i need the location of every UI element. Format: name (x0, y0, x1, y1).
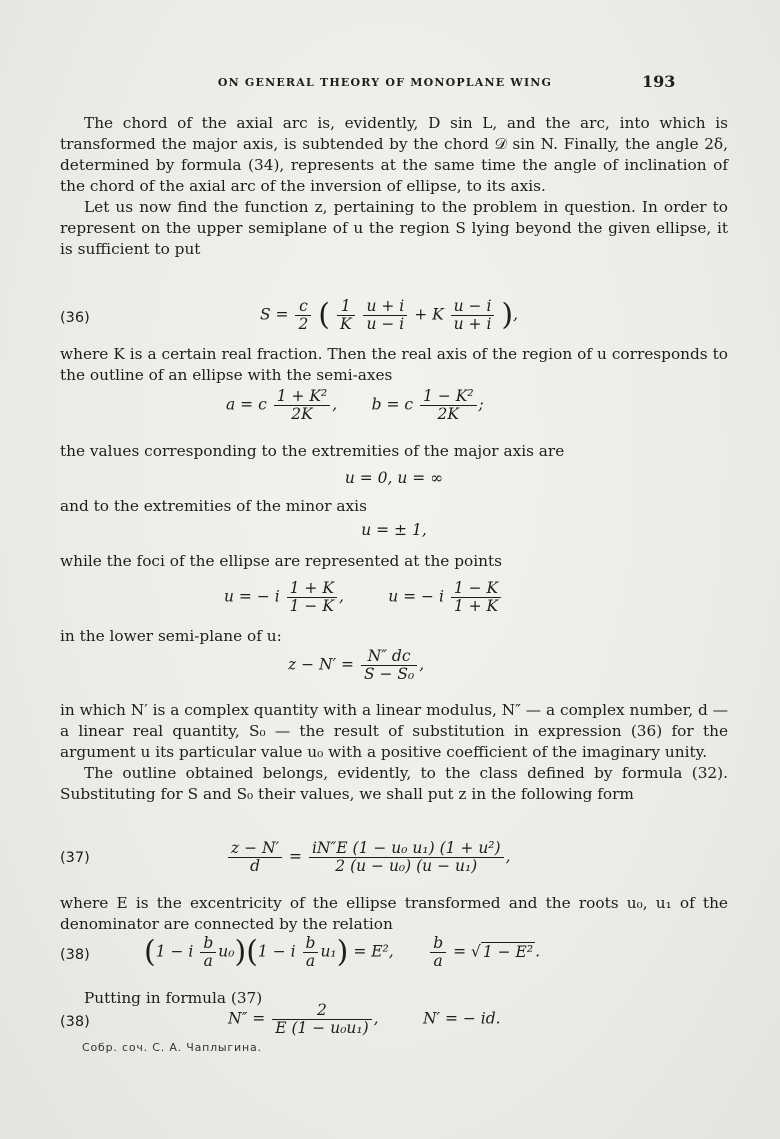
major-axis-values: u = 0, u = ∞ (344, 469, 444, 487)
fraction (228, 840, 282, 875)
numerator: b (303, 935, 319, 953)
eq-term: 1 − i (155, 942, 194, 961)
paragraph-text: where E is the excentricity of the ellipse transformed and the roots u₀, u₁ of the denominator are connected by the relation (60, 894, 728, 933)
denominator: K (339, 315, 352, 333)
denominator: E (1 − u₀u₁) (275, 1019, 369, 1037)
denominator: d (250, 857, 261, 875)
denominator: a (203, 952, 213, 970)
paragraph (60, 551, 728, 572)
paragraph (60, 441, 728, 462)
paragraph (60, 344, 728, 386)
eq-end: , (513, 305, 519, 324)
equation-body: (1 − i $\frac{b}{a}$ u₀)(1 − i $\frac{b}{a}$ u₁) = E², $\frac{b}{a}$ = √ 1 − E² . (144, 934, 541, 970)
eq-term: 1 − i (257, 942, 296, 961)
paragraph-text: and to the extremities of the minor axis (60, 497, 367, 515)
eq-term: + K (414, 305, 444, 324)
eq-end: ; (478, 395, 484, 414)
equation-37 (60, 839, 728, 884)
z-equation (60, 648, 728, 688)
eq-lhs: a = c (226, 395, 267, 414)
eq-lhs: N″ = (228, 1009, 266, 1028)
paragraph-text: in the lower semi-plane of u: (60, 627, 282, 645)
sqrt-argument: 1 − E² (482, 942, 534, 961)
paragraph-text: The chord of the axial arc is, evidently, D sin L, and the arc, into which is transformed the major axis, is subtended by the chord 𝒟 sin N. Finally, the angle 2δ, determined by formula (34), represents at the same time the angle of inclination of the chord of the axial arc of the inversion of ellipse, to its axis. (60, 114, 728, 195)
equation-label: (38) (60, 947, 90, 963)
eq-lhs: b = c (371, 395, 414, 414)
eq-sep: , (373, 1009, 379, 1028)
denominator: 2K (291, 405, 313, 423)
eq-term: = √ (453, 942, 481, 961)
equation-body (288, 648, 424, 683)
fraction (337, 298, 355, 333)
eq-term: u₀ (218, 942, 235, 961)
fraction (451, 580, 501, 615)
equation-body (226, 388, 484, 423)
fraction (272, 1002, 371, 1037)
eq-sep: , (332, 395, 338, 414)
numerator: b (430, 935, 446, 953)
numerator: 2 (272, 1002, 371, 1020)
paragraph-text: The outline obtained belongs, evidently, to the class defined by formula (32). Substituting for S and S₀ their values, we shall put z in the following form (60, 764, 728, 803)
page-number: 193 (642, 72, 676, 91)
equation-body (228, 1002, 501, 1037)
equation-label: (38) (60, 1014, 90, 1030)
minor-axis-values: u = ± 1, (361, 521, 427, 539)
paragraph (60, 626, 728, 647)
fraction (287, 580, 337, 615)
eq-sign: = (289, 847, 303, 866)
eq-sep: , (338, 587, 344, 606)
numerator: c (295, 298, 311, 316)
eq-lhs: u = − i (224, 587, 280, 606)
eq-term: u₁ (320, 942, 337, 961)
paragraph-text: Putting in formula (37) (84, 989, 263, 1007)
denominator: u + i (453, 315, 492, 333)
numerator: z − N′ (228, 840, 282, 858)
eq-rhs: N′ = − id. (422, 1009, 501, 1028)
numerator: 1 − K (451, 580, 501, 598)
equation-36 (60, 297, 728, 346)
numerator: 1 + K (287, 580, 337, 598)
fraction (295, 298, 311, 333)
paragraph (60, 893, 728, 935)
eq-lhs: z − N′ = (288, 655, 355, 674)
paragraph (60, 700, 728, 805)
fraction (451, 298, 495, 333)
denominator: 2 (u − u₀) (u − u₁) (335, 857, 478, 875)
running-title: ON GENERAL THEORY OF MONOPLANE WING (217, 76, 553, 89)
numerator: 1 (337, 298, 355, 316)
eq-term: = E², (353, 942, 394, 961)
denominator: u − i (366, 315, 405, 333)
paragraph-text: while the foci of the ellipse are represented at the points (60, 552, 502, 570)
numerator: 1 − K² (420, 388, 477, 406)
numerator: b (200, 935, 216, 953)
denominator: 1 − K (289, 597, 334, 615)
paragraph-text: where K is a certain real fraction. Then the real axis of the region of u corresponds to the outline of an ellipse with the semi-axes (60, 345, 728, 384)
paragraph-text: in which N′ is a complex quantity with a linear modulus, N″ — a complex number, d — a linear real quantity, S₀ — the result of substitution in expression (36) for the argument u its particular value u₀ with a positive coefficient of the imaginary unity. (60, 701, 728, 761)
numerator: iN″E (1 − u₀ u₁) (1 + u²) (309, 840, 504, 858)
paragraph-text: Let us now find the function z, pertaining to the problem in question. In order to represent on the upper semiplane of u the region S lying beyond the given ellipse, it is sufficient to put (60, 198, 728, 258)
denominator: 1 + K (453, 597, 499, 615)
paragraph (60, 496, 728, 517)
paragraph-text: the values corresponding to the extremities of the major axis are (60, 442, 565, 460)
equation-label: (36) (60, 310, 90, 326)
eq-lhs: S = (260, 305, 289, 324)
numerator: u − i (451, 298, 495, 316)
denominator: a (433, 952, 443, 970)
equation-body (224, 580, 503, 615)
numerator: 1 + K² (274, 388, 331, 406)
equation-body: S = $\frac{c}{2}$ ( $\frac{1}{K}$ $\frac{u + i}{u - i}$ + K $\frac{u - i}{u + i}$ ), (260, 297, 519, 333)
fraction (430, 935, 446, 970)
eq-end: , (419, 655, 425, 674)
eq-end: , (505, 847, 511, 866)
numerator: u + i (363, 298, 407, 316)
equation-label: (37) (60, 850, 90, 866)
fraction (420, 388, 477, 423)
paragraph (60, 113, 728, 260)
eq-end: . (535, 942, 541, 961)
denominator: S − S₀ (363, 665, 415, 683)
equation-38a (60, 934, 728, 981)
fraction (303, 935, 319, 970)
numerator: N″ dc (361, 648, 417, 666)
denominator: 2 (298, 315, 309, 333)
footer-signature: Собр. соч. С. А. Чаплыгина. (82, 1041, 262, 1054)
fraction (200, 935, 216, 970)
fraction (309, 840, 504, 875)
fraction (363, 298, 407, 333)
foci-equation (60, 580, 728, 620)
fraction (274, 388, 331, 423)
equation-body (226, 840, 511, 875)
eq-lhs: u = − i (388, 587, 444, 606)
denominator: a (305, 952, 316, 970)
semi-axes-equation (60, 387, 728, 432)
denominator: 2K (437, 405, 459, 423)
fraction (361, 648, 417, 683)
